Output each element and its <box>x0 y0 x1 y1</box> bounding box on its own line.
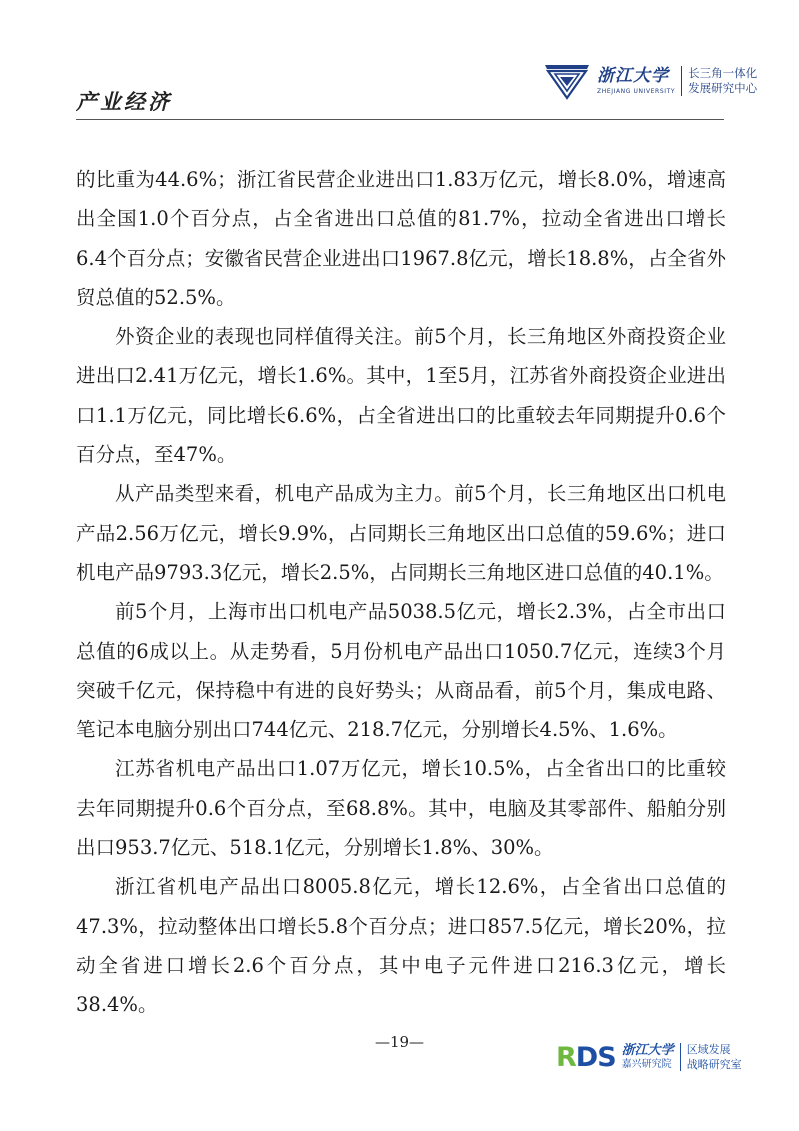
paragraph: 前5个月，上海市出口机电产品5038.5亿元，增长2.3%，占全市出口总值的6成以上。从走势看，5月份机电产品出口1050.7亿元，连续3个月突破千亿元，保持稳中有进的良好势头；从商品看，前5个月，集成电路、笔记本电脑分别出口744亿元、218.7亿元，分别增长4.5%、1.6%。 <box>76 600 726 742</box>
logo-center-line1: 长三角一体化 <box>688 66 758 80</box>
logo-center-line2: 发展研究中心 <box>688 81 758 95</box>
logo-divider <box>681 66 682 96</box>
page-header <box>0 0 799 120</box>
paragraph: 的比重为44.6%；浙江省民营企业进出口1.83万亿元，增长8.0%，增速高出全国1.0个百分点，占全省进出口总值的81.7%，拉动全省进出口增长6.4个百分点；安徽省民营企业进出口1967.8亿元，增长18.8%，占全省外贸总值的52.5%。 <box>76 168 726 309</box>
section-title: 产业经济 <box>76 90 172 114</box>
zju-emblem-icon <box>543 62 591 100</box>
body-text <box>76 160 726 1025</box>
paragraph: 江苏省机电产品出口1.07万亿元，增长10.5%，占全省出口的比重较去年同期提升0.6个百分点，至68.8%。其中，电脑及其零部件、船舶分别出口953.7亿元、518.1亿元，分别增长1.8%、30%。 <box>76 757 726 860</box>
zju-center-logo <box>543 61 757 101</box>
paragraph: 从产品类型来看，机电产品成为主力。前5个月，长三角地区出口机电产品2.56万亿元，增长9.9%，占同期长三角地区出口总值的59.6%；进口机电产品9793.3亿元，增长2.5%，占同期长三角地区进口总值的40.1%。 <box>76 482 726 584</box>
paragraph: 浙江省机电产品出口8005.8亿元，增长12.6%，占全省出口总值的47.3%，拉动整体出口增长5.8个百分点；进口857.5亿元，增长20%，拉动全省进口增长2.6个百分点，其中电子元件进口216.3亿元，增长38.4%。 <box>76 875 726 1017</box>
footer-center-line2: 战略研究室 <box>686 1058 742 1071</box>
logo-university-name-en: ZHEJIANG UNIVERSITY <box>597 88 676 95</box>
footer-divider <box>680 1043 681 1071</box>
footer-center-line1: 区域发展 <box>686 1043 731 1056</box>
rds-logo-mark: R D S <box>556 1041 616 1073</box>
footer-institute-name: 嘉兴研究院 <box>621 1058 672 1070</box>
paragraph: 外资企业的表现也同样值得关注。前5个月，长三角地区外商投资企业进出口2.41万亿元，增长1.6%。其中，1至5月，江苏省外商投资企业进出口1.1万亿元，同比增长6.6%，占全省进出口的比重较去年同期提升0.6个百分点，至47%。 <box>76 325 726 467</box>
rds-logo <box>556 1040 742 1074</box>
footer-university-name: 浙江大学 <box>621 1042 674 1058</box>
logo-university-name: 浙江大学 <box>597 66 669 86</box>
header-rule <box>76 119 724 120</box>
page-number: —19— <box>374 1033 425 1051</box>
